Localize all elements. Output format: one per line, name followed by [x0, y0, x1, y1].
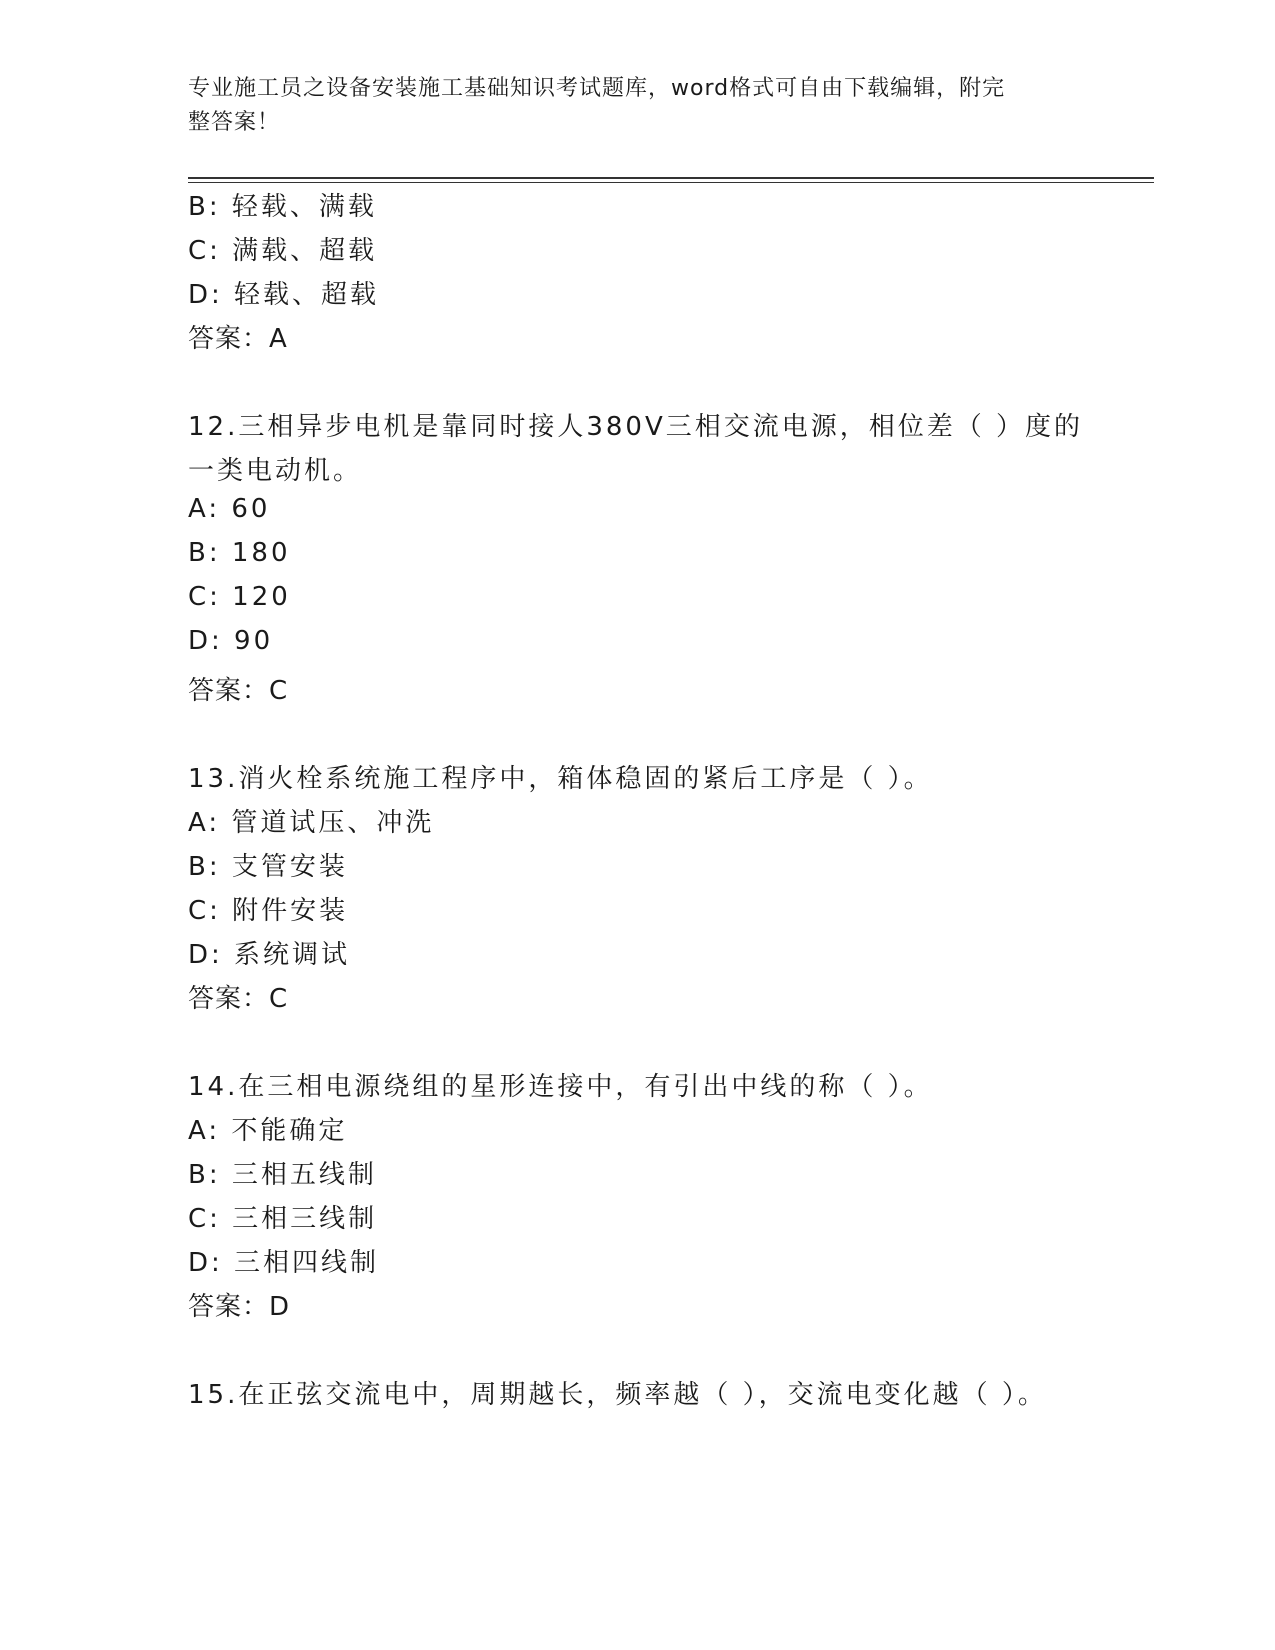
option-b: B: 轻载、满载	[188, 192, 377, 222]
header-line-1: 专业施工员之设备安装施工基础知识考试题库，word格式可自由下载编辑，附完	[188, 76, 1006, 101]
option-d: D: 三相四线制	[188, 1248, 380, 1278]
option-c: C: 三相三线制	[188, 1204, 378, 1234]
document-header	[188, 72, 1068, 140]
option-c: C: 120	[188, 582, 291, 612]
question-13-text: 13.消火栓系统施工程序中，箱体稳固的紧后工序是（ ）。	[188, 764, 933, 794]
question-14-text: 14.在三相电源绕组的星形连接中，有引出中线的称（ ）。	[188, 1072, 933, 1102]
header-line-2: 整答案！	[188, 110, 281, 135]
answer: 答案：C	[188, 984, 289, 1014]
question-12-text: 12.三相异步电机是靠同时接人380V三相交流电源，相位差（ ）度的	[188, 412, 1084, 442]
option-a: A: 60	[188, 494, 271, 524]
option-a: A: 管道试压、冲洗	[188, 808, 435, 838]
answer: 答案：C	[188, 676, 289, 706]
question-15-text: 15.在正弦交流电中，周期越长，频率越（ ），交流电变化越（ ）。	[188, 1380, 1047, 1410]
option-b: B: 三相五线制	[188, 1160, 377, 1190]
option-d: D: 90	[188, 626, 274, 656]
answer: 答案：A	[188, 324, 288, 354]
option-b: B: 支管安装	[188, 852, 348, 882]
header-rule-thin	[188, 182, 1154, 183]
answer: 答案：D	[188, 1292, 291, 1322]
header-rule-thick	[188, 177, 1154, 179]
option-c: C: 附件安装	[188, 896, 349, 926]
option-b: B: 180	[188, 538, 291, 568]
option-a: A: 不能确定	[188, 1116, 348, 1146]
option-d: D: 系统调试	[188, 940, 351, 970]
option-d: D: 轻载、超载	[188, 280, 380, 310]
question-12-text-cont: 一类电动机。	[188, 456, 363, 486]
option-c: C: 满载、超载	[188, 236, 378, 266]
